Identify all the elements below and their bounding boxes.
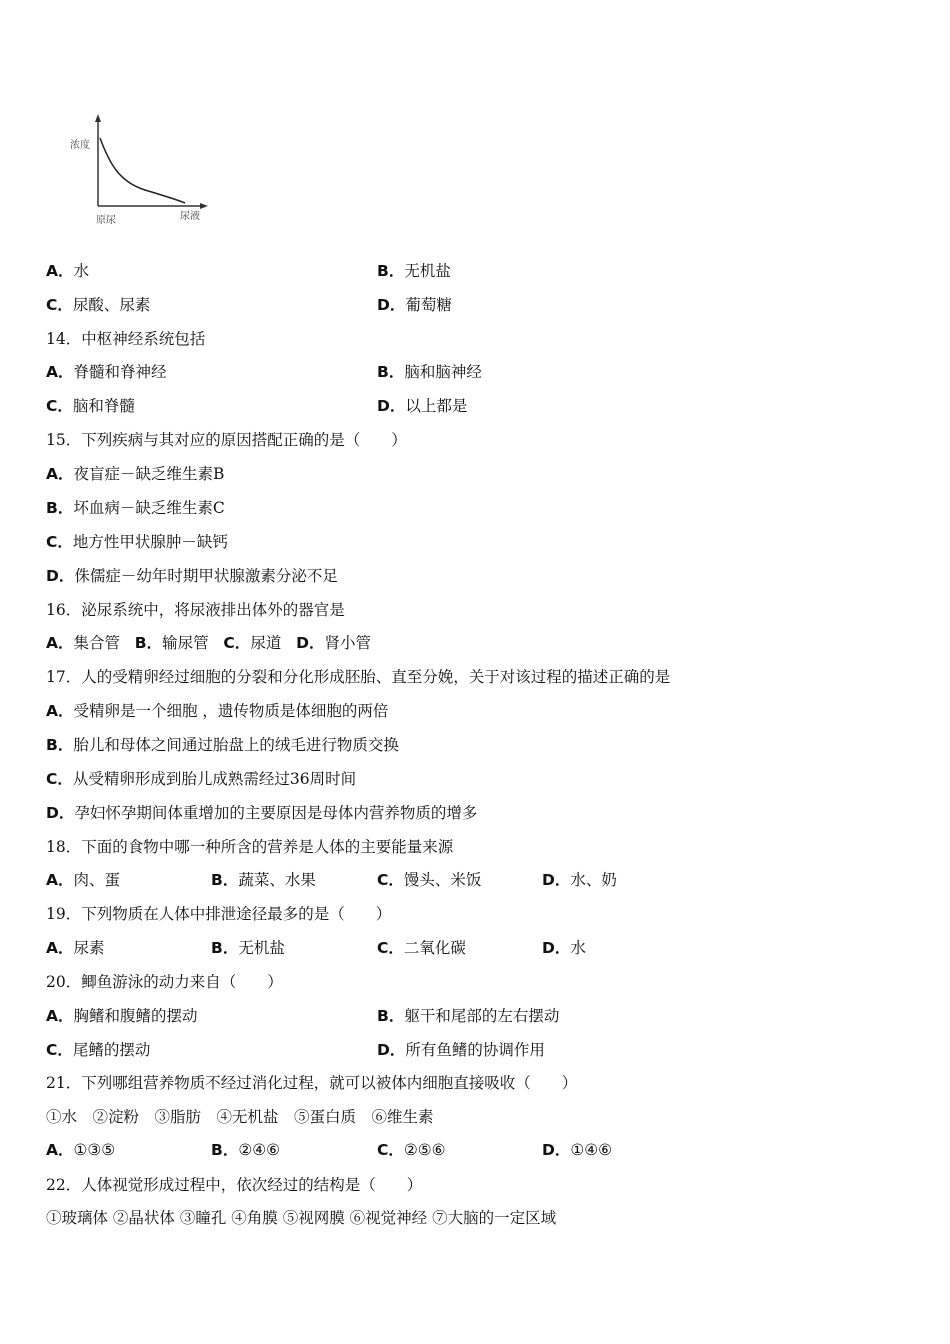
- q14-option-b: B．脑和脑神经: [377, 363, 482, 381]
- q21-option-d: D．①④⑥: [542, 1141, 613, 1159]
- q13-option-b: B．无机盐: [377, 262, 451, 280]
- q18-option-b: B．蔬菜、水果: [211, 871, 316, 889]
- x-axis-arrow: [200, 203, 208, 209]
- q21-stem: 21．下列哪组营养物质不经过消化过程，就可以被体内细胞直接吸收（ ）: [46, 1074, 578, 1092]
- q20-option-d: D．所有鱼鳍的协调作用: [377, 1041, 545, 1059]
- q14-option-c: C．脑和脊髓: [46, 397, 135, 415]
- y-axis-label: 浓度: [70, 140, 90, 151]
- q15-option-d: D．侏儒症－幼年时期甲状腺激素分泌不足: [46, 567, 338, 585]
- q14-option-d: D．以上都是: [377, 397, 468, 415]
- q13-option-a: A．水: [46, 262, 90, 280]
- q13-option-c: C．尿酸、尿素: [46, 296, 151, 314]
- q18-option-d: D．水、奶: [542, 871, 617, 889]
- concentration-chart: [60, 110, 220, 230]
- q18-option-c: C．馒头、米饭: [377, 871, 482, 889]
- q22-stem: 22．人体视觉形成过程中，依次经过的结构是（ ）: [46, 1176, 423, 1194]
- q21-option-b: B．②④⑥: [211, 1141, 281, 1159]
- x-end-label: 尿液: [180, 211, 200, 222]
- q19-stem: 19．下列物质在人体中排泄途径最多的是（ ）: [46, 905, 392, 923]
- q20-stem: 20．鲫鱼游泳的动力来自（ ）: [46, 973, 283, 991]
- q14-option-a: A．脊髓和脊神经: [46, 363, 167, 381]
- q20-option-a: A．胸鳍和腹鳍的摆动: [46, 1007, 198, 1025]
- q17-stem: 17．人的受精卵经过细胞的分裂和分化形成胚胎、直至分娩，关于对该过程的描述正确的是: [46, 668, 671, 686]
- q20-option-b: B．躯干和尾部的左右摆动: [377, 1007, 560, 1025]
- q17-option-a: A．受精卵是一个细胞 ，遗传物质是体细胞的两倍: [46, 702, 389, 720]
- y-axis-arrow: [95, 114, 101, 122]
- q15-option-a: A．夜盲症－缺乏维生素B: [46, 465, 225, 483]
- q15-option-c: C．地方性甲状腺肿－缺钙: [46, 533, 228, 551]
- q15-stem: 15．下列疾病与其对应的原因搭配正确的是（ ）: [46, 431, 407, 449]
- q13-option-d: D．葡萄糖: [377, 296, 452, 314]
- q18-stem: 18．下面的食物中哪一种所含的营养是人体的主要能量来源: [46, 838, 454, 856]
- q19-option-b: B．无机盐: [211, 939, 285, 957]
- q16-options: A．集合管 B．输尿管 C．尿道 D．肾小管: [46, 634, 371, 652]
- q21-option-c: C．②⑤⑥: [377, 1141, 446, 1159]
- q19-option-d: D．水: [542, 939, 586, 957]
- q21-items: ①水 ②淀粉 ③脂肪 ④无机盐 ⑤蛋白质 ⑥维生素: [46, 1108, 434, 1126]
- q20-option-c: C．尾鳍的摆动: [46, 1041, 151, 1059]
- q17-option-c: C．从受精卵形成到胎儿成熟需经过36周时间: [46, 770, 357, 788]
- q16-stem: 16．泌尿系统中，将尿液排出体外的器官是: [46, 601, 345, 619]
- q18-option-a: A．肉、蛋: [46, 871, 121, 889]
- q17-option-d: D．孕妇怀孕期间体重增加的主要原因是母体内营养物质的增多: [46, 804, 478, 822]
- q15-option-b: B．坏血病－缺乏维生素C: [46, 499, 225, 517]
- concentration-figure: [60, 110, 220, 230]
- q19-option-a: A．尿素: [46, 939, 105, 957]
- q21-option-a: A．①③⑤: [46, 1141, 116, 1159]
- q14-stem: 14．中枢神经系统包括: [46, 330, 206, 348]
- q22-items: ①玻璃体 ②晶状体 ③瞳孔 ④角膜 ⑤视网膜 ⑥视觉神经 ⑦大脑的一定区域: [46, 1209, 557, 1227]
- concentration-curve: [100, 138, 185, 203]
- q19-option-c: C．二氧化碳: [377, 939, 466, 957]
- q17-option-b: B．胎儿和母体之间通过胎盘上的绒毛进行物质交换: [46, 736, 399, 754]
- x-start-label: 原尿: [96, 215, 116, 226]
